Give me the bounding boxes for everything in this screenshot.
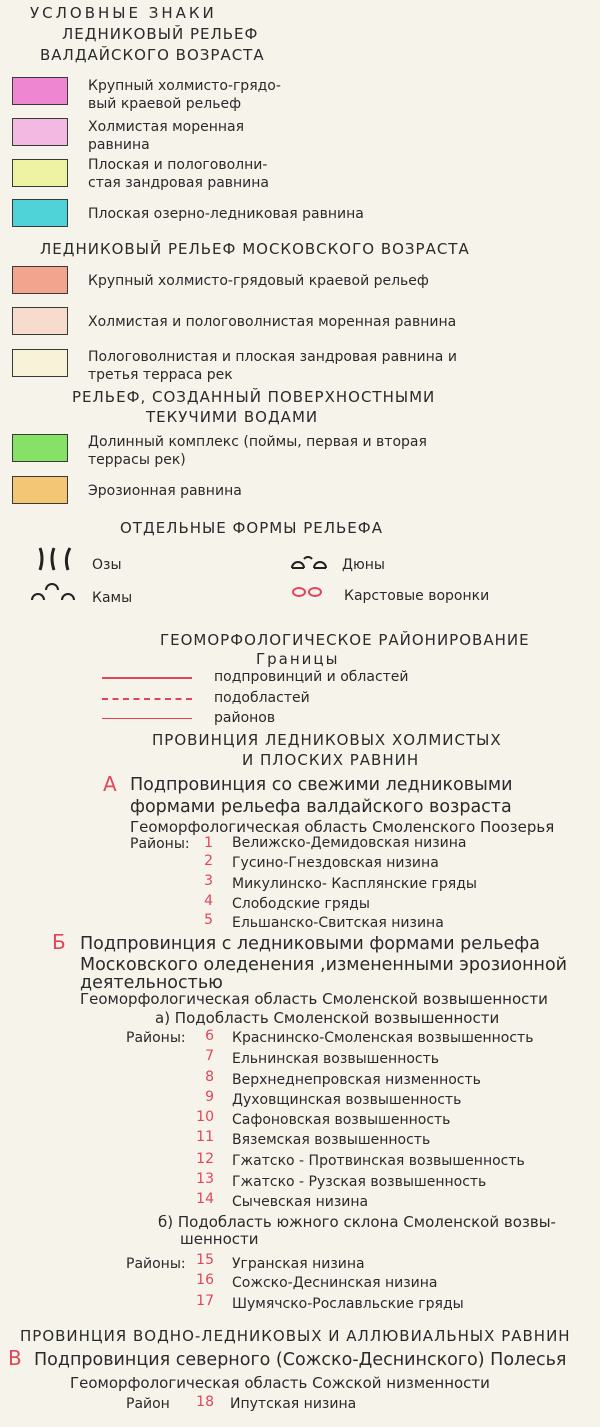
zoning-title: ГЕОМОРФОЛОГИЧЕСКОЕ РАЙОНИРОВАНИЕ (160, 631, 530, 649)
border-line-subprovince (102, 677, 192, 679)
legend-erosion-plain: Эрозионная равнина (88, 483, 242, 499)
region-number: 2 (204, 853, 213, 869)
water-heading-1: РЕЛЬЕФ, СОЗДАННЫЙ ПОВЕРХНОСТНЫМИ (72, 388, 436, 406)
legend-title: УСЛОВНЫЕ ЗНАКИ (30, 4, 217, 22)
borders-title: Границы (256, 650, 340, 668)
region-number: 15 (196, 1252, 214, 1268)
region-number: 11 (196, 1129, 214, 1145)
dunes-label: Дюны (342, 557, 385, 573)
province1-l2: И ПЛОСКИХ РАВНИН (242, 751, 420, 769)
water-heading-2: ТЕКУЧИМИ ВОДАМИ (146, 408, 319, 426)
region-number: 13 (196, 1171, 214, 1187)
area-v: Геоморфологическая область Сожской низменности (70, 1374, 490, 1392)
region-name: Сожско-Деснинская низина (232, 1275, 438, 1291)
regions-label-b2: Районы: (126, 1256, 186, 1272)
moscow-heading: ЛЕДНИКОВЫЙ РЕЛЬЕФ МОСКОВСКОГО ВОЗРАСТА (40, 240, 470, 258)
legend-valdai-sandur: Плоская и пологоволни- стая зандровая равнина (88, 157, 270, 191)
subprovince-v-letter: В (8, 1346, 22, 1370)
subprovince-a-letter: А (103, 772, 117, 796)
karst-icon (290, 585, 326, 599)
border-label-subprovince: подпровинций и областей (214, 669, 409, 685)
region-name: Ельшанско-Свитская низина (232, 915, 444, 931)
swatch-valdai-hilly-ridge (12, 77, 68, 105)
swatch-moscow-ridge (12, 266, 68, 294)
swatch-valley-complex (12, 434, 68, 462)
province1-l1: ПРОВИНЦИЯ ЛЕДНИКОВЫХ ХОЛМИСТЫХ (152, 731, 502, 749)
legend-moscow-moraine: Холмистая и пологоволнистая моренная равнина (88, 314, 457, 330)
subprovince-b-title-3: деятельностью (80, 973, 223, 993)
regions-label-b: Районы: (126, 1030, 186, 1046)
dune-icon (290, 550, 332, 570)
region-name: Сафоновская возвышенность (232, 1112, 451, 1128)
region-number: 10 (196, 1109, 214, 1125)
region-number: 14 (196, 1191, 214, 1207)
region-number: 3 (204, 873, 213, 889)
subprovince-b-title-2: Московского оледенения ,измененными эрозионной (80, 955, 568, 975)
swatch-moscow-moraine (12, 307, 68, 335)
border-line-subarea (102, 698, 192, 700)
region-name: Угранская низина (232, 1256, 365, 1272)
swatch-valdai-moraine (12, 118, 68, 146)
subprovince-v-title: Подпровинция северного (Сожско-Деснинского) Полесья (34, 1350, 567, 1370)
forms-heading: ОТДЕЛЬНЫЕ ФОРМЫ РЕЛЬЕФА (120, 519, 383, 537)
subprovince-a-title-2: формами рельефа валдайского возраста (130, 797, 512, 817)
swatch-moscow-sandur (12, 349, 68, 377)
region-name: Слободские гряды (232, 896, 370, 912)
region-number: 5 (204, 912, 213, 928)
region-name: Велижско-Демидовская низина (232, 835, 467, 851)
region-name: Шумячско-Рославльские гряды (232, 1296, 464, 1312)
region-number: 16 (196, 1272, 214, 1288)
border-label-subarea: подобластей (214, 690, 310, 706)
region-number: 17 (196, 1293, 214, 1309)
region-name: Гусино-Гнездовская низина (232, 855, 439, 871)
kame-icon (30, 580, 78, 604)
valdai-heading-1: ЛЕДНИКОВЫЙ РЕЛЬЕФ (62, 25, 259, 43)
region-number: 12 (196, 1151, 214, 1167)
legend-moscow-sandur: Пологоволнистая и плоская зандровая равнина и третья терраса рек (88, 349, 457, 383)
region-number: 1 (204, 835, 213, 851)
swatch-valdai-sandur (12, 159, 68, 187)
region-name: Сычевская низина (232, 1194, 369, 1210)
area-b: Геоморфологическая область Смоленской возвышенности (80, 990, 548, 1008)
region-name: Вяземская возвышенность (232, 1132, 431, 1148)
region-name: Духовщинская возвышенность (232, 1092, 462, 1108)
valdai-heading-2: ВАЛДАЙСКОГО ВОЗРАСТА (40, 46, 265, 64)
region-number: 18 (196, 1394, 214, 1410)
region-name: Микулинско- Касплянские гряды (232, 876, 477, 892)
legend-valley-complex: Долинный комплекс (поймы, первая и вторая террасы рек) (88, 434, 427, 468)
legend-moscow-ridge: Крупный холмисто-грядовый краевой рельеф (88, 273, 429, 289)
kames-label: Камы (92, 590, 133, 606)
subprovince-b-title-1: Подпровинция с ледниковыми формами рельефа (80, 934, 540, 954)
swatch-valdai-lake-glacial (12, 199, 68, 227)
border-label-district: районов (214, 710, 276, 726)
region-number: 8 (205, 1069, 214, 1085)
legend-valdai-hilly-ridge: Крупный холмисто-грядо- вый краевой рельеф (88, 78, 281, 112)
legend-valdai-lake-glacial: Плоская озерно-ледниковая равнина (88, 206, 364, 222)
region-name: Гжатско - Протвинская возвышенность (232, 1153, 525, 1169)
region-number: 7 (205, 1048, 214, 1064)
regions-label-a: Районы: (130, 836, 190, 852)
region-name: Ельнинская возвышенность (232, 1051, 440, 1067)
region-name: Краснинско-Смоленская возвышенность (232, 1030, 534, 1046)
subarea-b-l2: шенности (180, 1230, 259, 1248)
region-name: Верхнеднепровская низменность (232, 1072, 481, 1088)
subprovince-a-title-1: Подпровинция со свежими ледниковыми (130, 775, 513, 795)
subarea-b-l1: б) Подобласть южного склона Смоленской возвы- (158, 1213, 556, 1231)
region-number: 4 (204, 893, 213, 909)
region-label-v: Район (126, 1396, 170, 1412)
eskers-label: Озы (92, 557, 122, 573)
subprovince-b-letter: Б (52, 930, 66, 954)
subarea-a: а) Подобласть Смоленской возвышенности (155, 1009, 500, 1027)
region-name: Ипутская низина (230, 1396, 357, 1412)
legend-valdai-moraine: Холмистая моренная равнина (88, 119, 245, 153)
region-number: 9 (205, 1089, 214, 1105)
karst-label: Карстовые воронки (344, 588, 490, 604)
region-number: 6 (205, 1028, 214, 1044)
esker-icon (34, 546, 78, 572)
area-a: Геоморфологическая область Смоленского Поозерья (130, 818, 555, 836)
region-name: Гжатско - Рузская возвышенность (232, 1174, 487, 1190)
province2-heading: ПРОВИНЦИЯ ВОДНО-ЛЕДНИКОВЫХ И АЛЛЮВИАЛЬНЫХ РАВНИН (20, 1327, 571, 1345)
swatch-erosion-plain (12, 476, 68, 504)
border-line-district (102, 718, 192, 719)
